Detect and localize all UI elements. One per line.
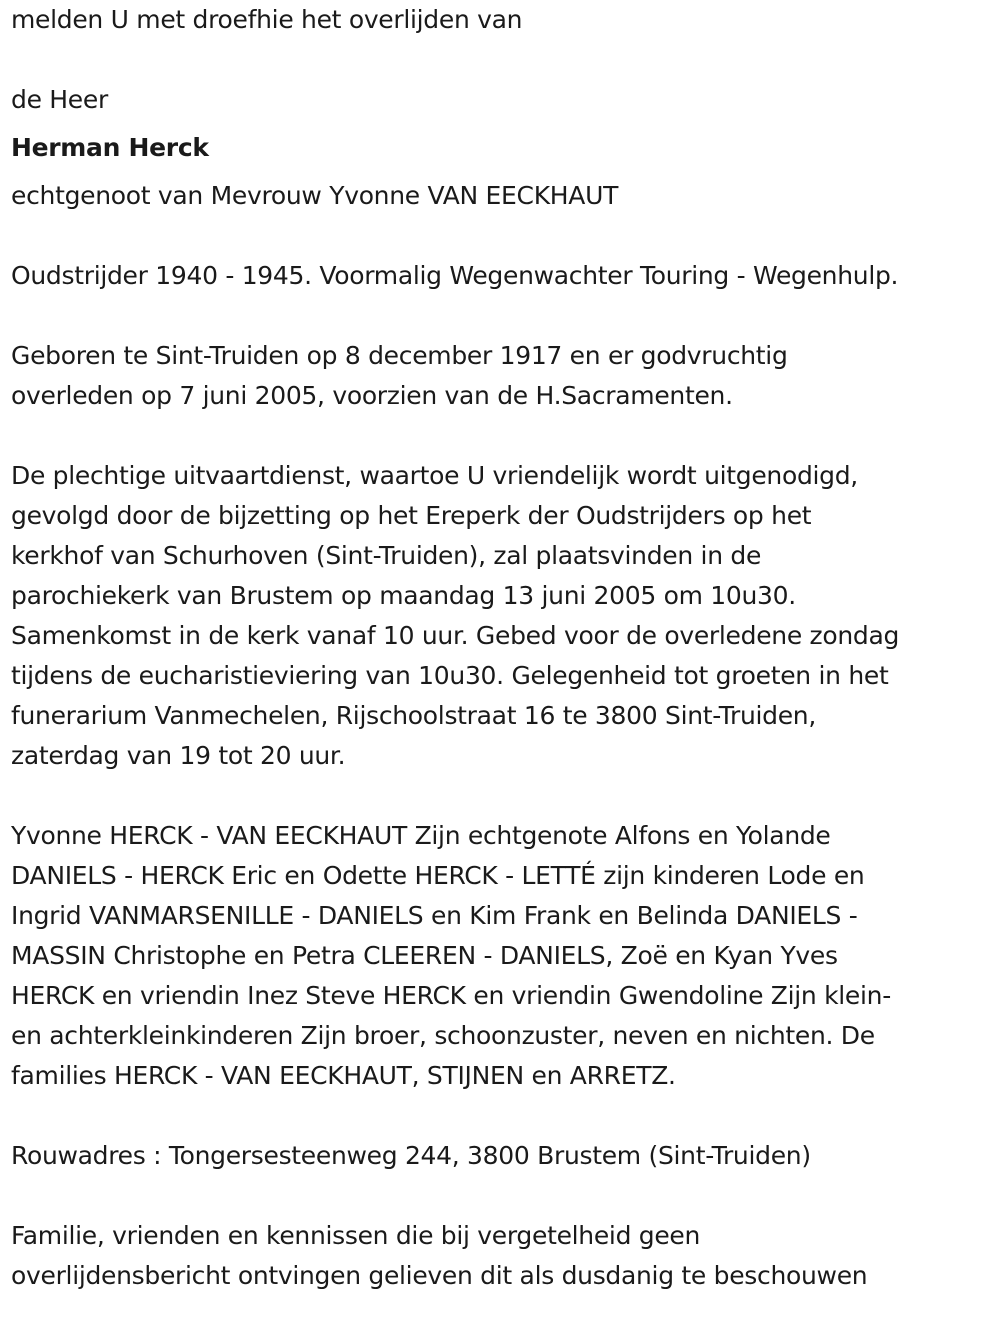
birth-death-paragraph xyxy=(11,336,996,416)
spacer xyxy=(11,40,996,80)
intro-text: melden U met droefhie het overlijden van xyxy=(11,5,523,34)
text-line: HERCK en vriendin Inez Steve HERCK en vriendin Gwendoline Zijn klein- xyxy=(11,981,891,1010)
salutation: de Heer xyxy=(11,85,108,114)
death-notice xyxy=(11,0,996,1296)
spacer xyxy=(11,296,996,336)
spacer xyxy=(11,120,996,128)
occupation-line: Oudstrijder 1940 - 1945. Voormalig Wegenwachter Touring - Wegenhulp. xyxy=(11,261,899,290)
text-line: Yvonne HERCK - VAN EECKHAUT Zijn echtgenote Alfons en Yolande xyxy=(11,821,831,850)
spacer xyxy=(11,216,996,256)
text-line: Familie, vrienden en kennissen die bij vergetelheid geen xyxy=(11,1221,701,1250)
text-line: families HERCK - VAN EECKHAUT, STIJNEN en ARRETZ. xyxy=(11,1061,676,1090)
text-line: DANIELS - HERCK Eric en Odette HERCK - LETTÉ zijn kinderen Lode en xyxy=(11,861,865,890)
text-line: zaterdag van 19 tot 20 uur. xyxy=(11,741,346,770)
text-line: en achterkleinkinderen Zijn broer, schoonzuster, neven en nichten. De xyxy=(11,1021,875,1050)
closing-paragraph xyxy=(11,1216,996,1296)
mourning-address: Rouwadres : Tongersesteenweg 244, 3800 Brustem (Sint-Truiden) xyxy=(11,1141,811,1170)
text-line: overlijdensbericht ontvingen gelieven dit als dusdanig te beschouwen xyxy=(11,1261,868,1290)
text-line: De plechtige uitvaartdienst, waartoe U vriendelijk wordt uitgenodigd, xyxy=(11,461,858,490)
text-line: tijdens de eucharistieviering van 10u30. Gelegenheid tot groeten in het xyxy=(11,661,889,690)
spouse-line: echtgenoot van Mevrouw Yvonne VAN EECKHAUT xyxy=(11,181,619,210)
spacer xyxy=(11,776,996,816)
text-line: kerkhof van Schurhoven (Sint-Truiden), zal plaatsvinden in de xyxy=(11,541,762,570)
text-line: gevolgd door de bijzetting op het Ereperk der Oudstrijders op het xyxy=(11,501,812,530)
spacer xyxy=(11,416,996,456)
family-paragraph xyxy=(11,816,996,1096)
spacer xyxy=(11,1176,996,1216)
text-line: Ingrid VANMARSENILLE - DANIELS en Kim Frank en Belinda DANIELS - xyxy=(11,901,858,930)
text-line: Geboren te Sint-Truiden op 8 december 1917 en er godvruchtig xyxy=(11,341,788,370)
text-line: Samenkomst in de kerk vanaf 10 uur. Gebed voor de overledene zondag xyxy=(11,621,900,650)
text-line: funerarium Vanmechelen, Rijschoolstraat 16 te 3800 Sint-Truiden, xyxy=(11,701,816,730)
deceased-name: Herman Herck xyxy=(11,133,209,162)
funeral-paragraph xyxy=(11,456,996,776)
spacer xyxy=(11,168,996,176)
text-line: MASSIN Christophe en Petra CLEEREN - DANIELS, Zoë en Kyan Yves xyxy=(11,941,838,970)
text-line: overleden op 7 juni 2005, voorzien van de H.Sacramenten. xyxy=(11,381,733,410)
text-line: parochiekerk van Brustem op maandag 13 juni 2005 om 10u30. xyxy=(11,581,796,610)
spacer xyxy=(11,1096,996,1136)
